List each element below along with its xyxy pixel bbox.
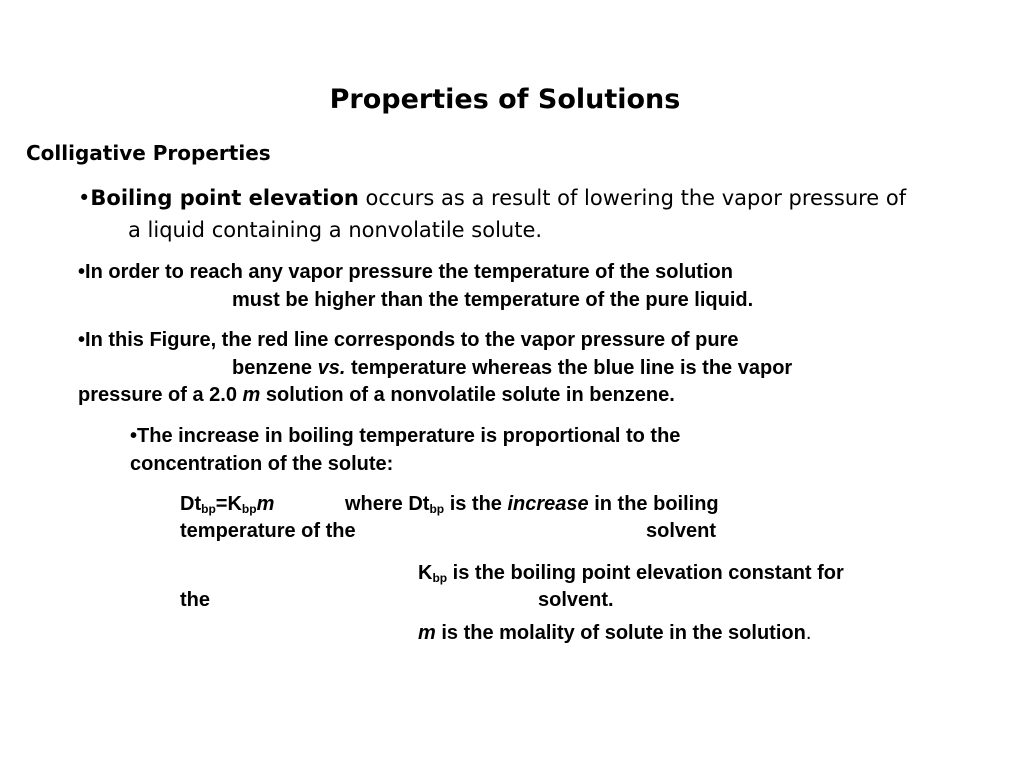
bullet-4-line-1	[130, 425, 680, 448]
equation-text: is the	[444, 493, 508, 515]
bullet-1-text: occurs as a result of lowering the vapor pressure of	[358, 186, 907, 210]
bullet-1-line-1	[78, 186, 906, 210]
bullet-3-text: In this Figure, the red line corresponds to the vapor pressure of pure	[85, 329, 739, 351]
equation-text: is the molality of solute in the solution	[435, 622, 806, 644]
equation-line-2a: temperature of the	[180, 520, 356, 542]
period: .	[805, 622, 812, 644]
subscript: bp	[429, 502, 445, 516]
equation-text: in the boiling	[588, 493, 719, 515]
kbp-definition-line-1	[418, 562, 844, 585]
bullet-3-text: temperature whereas the blue line is the vapor	[345, 357, 793, 379]
increase-italic: increase	[507, 493, 589, 515]
molality-symbol: m	[256, 493, 275, 515]
equation-text: =K	[215, 493, 242, 515]
subscript: bp	[432, 571, 448, 585]
bullet-3-line-2	[232, 357, 792, 380]
bullet-marker: •	[78, 329, 86, 351]
kbp-definition-line-2a: the	[180, 589, 210, 611]
equation-line-1	[180, 493, 274, 516]
bullet-2-line-2: must be higher than the temperature of the pure liquid.	[232, 289, 754, 311]
equation-text: is the boiling point elevation constant for	[447, 562, 844, 584]
bullet-3-text: benzene	[232, 357, 318, 379]
m-definition	[418, 622, 811, 645]
bullet-4-line-2: concentration of the solute:	[130, 453, 394, 475]
bullet-1-line-2: a liquid containing a nonvolatile solute.	[128, 218, 543, 242]
equation-text: Dt	[180, 493, 202, 515]
bullet-1-term: Boiling point elevation	[90, 186, 359, 210]
bullet-marker: •	[130, 425, 138, 447]
equation-text: K	[418, 562, 433, 584]
page-title: Properties of Solutions	[329, 84, 681, 115]
kbp-definition-line-2b: solvent.	[538, 589, 614, 611]
vs-italic: vs.	[317, 357, 346, 379]
bullet-3-text: pressure of a 2.0	[78, 384, 243, 406]
molality-symbol: m	[418, 622, 436, 644]
molality-symbol: m	[242, 384, 261, 406]
bullet-4-text: The increase in boiling temperature is proportional to the	[137, 425, 681, 447]
equation-where	[345, 493, 719, 516]
bullet-marker: •	[78, 261, 86, 283]
subscript: bp	[201, 502, 216, 516]
equation-text: where Dt	[345, 493, 430, 515]
section-heading: Colligative Properties	[26, 141, 271, 165]
bullet-2-text: In order to reach any vapor pressure the temperature of the solution	[85, 261, 733, 283]
bullet-2-line-1	[78, 261, 733, 284]
bullet-3-line-3	[78, 384, 675, 407]
bullet-3-line-1	[78, 329, 738, 352]
bullet-3-text: solution of a nonvolatile solute in benzene.	[260, 384, 675, 406]
bullet-marker: •	[78, 186, 91, 210]
subscript: bp	[241, 502, 257, 516]
equation-line-2b: solvent	[646, 520, 717, 542]
